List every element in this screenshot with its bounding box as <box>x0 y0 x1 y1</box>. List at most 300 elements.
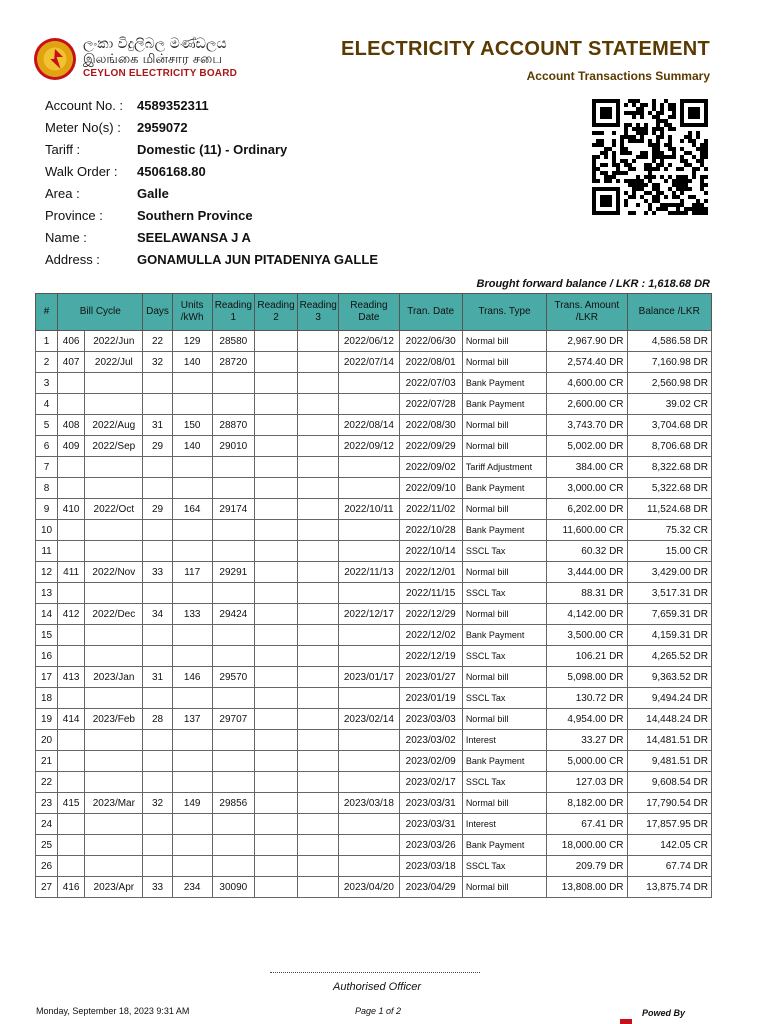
table-cell: 2022/06/12 <box>339 331 399 352</box>
table-cell: 88.31 DR <box>547 583 627 604</box>
table-cell: 2022/10/28 <box>399 520 462 541</box>
table-cell <box>212 751 254 772</box>
table-header-row <box>36 294 712 331</box>
col-header: Tran. Date <box>399 294 462 331</box>
table-cell: 6 <box>36 436 58 457</box>
table-cell: 29010 <box>212 436 254 457</box>
table-cell: 2,600.00 CR <box>547 394 627 415</box>
table-cell <box>339 373 399 394</box>
table-cell: 142.05 CR <box>627 835 711 856</box>
table-cell: 2022/10/14 <box>399 541 462 562</box>
table-cell <box>298 877 339 898</box>
account-info-row <box>45 249 378 271</box>
table-cell <box>172 625 212 646</box>
table-cell: 9,494.24 DR <box>627 688 711 709</box>
table-cell <box>339 688 399 709</box>
table-cell <box>298 646 339 667</box>
table-cell <box>58 541 85 562</box>
table-cell <box>143 835 172 856</box>
table-row <box>36 772 712 793</box>
footer-date: Monday, September 18, 2023 9:31 AM <box>36 1006 190 1016</box>
col-header: Balance /LKR <box>627 294 711 331</box>
table-cell: 2023/Feb <box>85 709 143 730</box>
table-cell <box>298 772 339 793</box>
table-row <box>36 751 712 772</box>
table-cell <box>143 520 172 541</box>
table-cell <box>172 646 212 667</box>
table-cell: 19 <box>36 709 58 730</box>
table-cell: 2022/12/29 <box>399 604 462 625</box>
table-cell <box>172 394 212 415</box>
table-cell: Bank Payment <box>462 394 546 415</box>
table-cell <box>172 373 212 394</box>
table-cell: 5,098.00 DR <box>547 667 627 688</box>
table-cell <box>85 373 143 394</box>
table-cell: 4,586.58 DR <box>627 331 711 352</box>
table-cell <box>298 604 339 625</box>
table-cell: 2022/07/03 <box>399 373 462 394</box>
account-info-value: 4506168.80 <box>137 164 206 179</box>
table-cell: 14,481.51 DR <box>627 730 711 751</box>
table-row <box>36 877 712 898</box>
table-cell <box>339 583 399 604</box>
account-info-row <box>45 139 378 161</box>
table-cell <box>172 835 212 856</box>
table-cell: 22 <box>143 331 172 352</box>
table-cell: 2022/09/29 <box>399 436 462 457</box>
table-cell: 67.41 DR <box>547 814 627 835</box>
table-cell: 8 <box>36 478 58 499</box>
account-info-label: Area : <box>45 186 80 201</box>
table-cell: 10 <box>36 520 58 541</box>
table-cell <box>143 541 172 562</box>
table-cell: 2022/08/01 <box>399 352 462 373</box>
table-row <box>36 835 712 856</box>
table-cell <box>143 646 172 667</box>
table-cell: 130.72 DR <box>547 688 627 709</box>
table-cell <box>212 583 254 604</box>
table-cell <box>58 625 85 646</box>
table-cell <box>254 772 297 793</box>
table-cell <box>212 772 254 793</box>
table-cell <box>339 814 399 835</box>
table-cell: 33.27 DR <box>547 730 627 751</box>
table-cell <box>298 709 339 730</box>
table-cell: 1 <box>36 331 58 352</box>
table-cell: 2023/02/14 <box>339 709 399 730</box>
table-cell <box>58 478 85 499</box>
table-cell: 11 <box>36 541 58 562</box>
table-cell <box>143 772 172 793</box>
table-cell: Interest <box>462 730 546 751</box>
table-cell: 17,857.95 DR <box>627 814 711 835</box>
table-cell: 3,444.00 DR <box>547 562 627 583</box>
table-cell <box>298 394 339 415</box>
account-info-label: Account No. : <box>45 98 124 113</box>
table-cell: 60.32 DR <box>547 541 627 562</box>
table-cell: 2023/Apr <box>85 877 143 898</box>
table-cell <box>58 457 85 478</box>
table-cell <box>254 562 297 583</box>
table-cell: 29570 <box>212 667 254 688</box>
table-cell: 2023/03/31 <box>399 814 462 835</box>
table-cell: 411 <box>58 562 85 583</box>
table-cell <box>254 625 297 646</box>
table-cell: Normal bill <box>462 352 546 373</box>
account-info-value: GONAMULLA JUN PITADENIYA GALLE <box>137 252 378 267</box>
table-cell: 28720 <box>212 352 254 373</box>
table-cell: 8,322.68 DR <box>627 457 711 478</box>
table-cell <box>58 730 85 751</box>
table-cell: 413 <box>58 667 85 688</box>
account-info-row <box>45 95 378 117</box>
table-cell <box>298 373 339 394</box>
table-cell: 18 <box>36 688 58 709</box>
table-cell: 5 <box>36 415 58 436</box>
table-cell <box>143 478 172 499</box>
ceb-logo <box>34 38 76 80</box>
table-cell: SSCL Tax <box>462 688 546 709</box>
table-cell: 75.32 CR <box>627 520 711 541</box>
table-cell <box>143 583 172 604</box>
table-cell: 27 <box>36 877 58 898</box>
table-cell: 7,659.31 DR <box>627 604 711 625</box>
table-cell: 15 <box>36 625 58 646</box>
table-cell <box>85 856 143 877</box>
table-cell <box>212 625 254 646</box>
table-cell <box>172 814 212 835</box>
table-cell <box>172 730 212 751</box>
table-cell: 2022/Jul <box>85 352 143 373</box>
table-cell: 2022/Nov <box>85 562 143 583</box>
table-cell: 146 <box>172 667 212 688</box>
table-cell: 2022/Jun <box>85 331 143 352</box>
table-cell <box>339 478 399 499</box>
table-cell: SSCL Tax <box>462 772 546 793</box>
table-cell <box>85 394 143 415</box>
col-header: Units /kWh <box>172 294 212 331</box>
account-info-row <box>45 117 378 139</box>
table-cell: 2022/Oct <box>85 499 143 520</box>
table-cell: 149 <box>172 793 212 814</box>
table-cell: 8,182.00 DR <box>547 793 627 814</box>
table-cell: 2,967.90 DR <box>547 331 627 352</box>
table-cell: 13,808.00 DR <box>547 877 627 898</box>
account-info-value: SEELAWANSA J A <box>137 230 251 245</box>
table-cell: Normal bill <box>462 604 546 625</box>
table-cell <box>85 457 143 478</box>
table-cell: Bank Payment <box>462 373 546 394</box>
table-cell <box>254 352 297 373</box>
table-cell <box>172 772 212 793</box>
table-cell <box>212 688 254 709</box>
table-cell: 3,429.00 DR <box>627 562 711 583</box>
table-cell: 408 <box>58 415 85 436</box>
table-cell <box>254 478 297 499</box>
table-cell: 29291 <box>212 562 254 583</box>
table-cell: 2023/03/18 <box>399 856 462 877</box>
table-cell: 31 <box>143 667 172 688</box>
table-cell <box>254 373 297 394</box>
account-info <box>45 95 378 271</box>
table-cell <box>212 520 254 541</box>
table-cell <box>172 541 212 562</box>
table-cell <box>298 436 339 457</box>
table-cell: 129 <box>172 331 212 352</box>
table-cell: 2022/09/10 <box>399 478 462 499</box>
table-cell: 2023/01/27 <box>399 667 462 688</box>
table-cell <box>254 436 297 457</box>
table-cell <box>85 835 143 856</box>
table-cell <box>143 394 172 415</box>
table-cell: 13,875.74 DR <box>627 877 711 898</box>
table-cell: Normal bill <box>462 415 546 436</box>
powered-by-logo <box>620 1019 632 1024</box>
table-cell: 2022/Dec <box>85 604 143 625</box>
table-cell: 5,002.00 DR <box>547 436 627 457</box>
table-cell: 29174 <box>212 499 254 520</box>
account-info-label: Province : <box>45 208 103 223</box>
table-cell <box>298 457 339 478</box>
table-cell <box>254 331 297 352</box>
table-row <box>36 562 712 583</box>
table-cell: Interest <box>462 814 546 835</box>
table-cell: 3 <box>36 373 58 394</box>
table-cell: 2022/11/15 <box>399 583 462 604</box>
table-cell <box>85 625 143 646</box>
table-cell <box>58 394 85 415</box>
table-cell: 28 <box>143 709 172 730</box>
table-cell: 409 <box>58 436 85 457</box>
table-cell <box>212 478 254 499</box>
table-cell: 2,574.40 DR <box>547 352 627 373</box>
account-info-label: Name : <box>45 230 87 245</box>
table-cell <box>298 331 339 352</box>
table-cell <box>298 520 339 541</box>
table-cell <box>298 625 339 646</box>
table-cell: 4,159.31 DR <box>627 625 711 646</box>
table-cell: 23 <box>36 793 58 814</box>
table-cell: 7,160.98 DR <box>627 352 711 373</box>
table-cell <box>254 688 297 709</box>
table-cell: 3,000.00 CR <box>547 478 627 499</box>
table-cell <box>339 625 399 646</box>
table-cell <box>254 646 297 667</box>
table-cell: 34 <box>143 604 172 625</box>
table-cell <box>85 646 143 667</box>
table-cell: 21 <box>36 751 58 772</box>
col-header: Bill Cycle <box>58 294 143 331</box>
table-cell <box>298 688 339 709</box>
table-cell <box>143 856 172 877</box>
table-cell: 406 <box>58 331 85 352</box>
document-subtitle: Account Transactions Summary <box>526 69 710 83</box>
table-cell <box>58 373 85 394</box>
table-cell <box>254 604 297 625</box>
table-cell <box>254 415 297 436</box>
table-row <box>36 394 712 415</box>
table-cell <box>254 793 297 814</box>
table-cell <box>58 688 85 709</box>
table-cell: 5,000.00 CR <box>547 751 627 772</box>
table-cell <box>143 688 172 709</box>
table-cell: 2023/02/09 <box>399 751 462 772</box>
table-cell <box>298 835 339 856</box>
table-cell: Normal bill <box>462 709 546 730</box>
table-cell <box>143 730 172 751</box>
table-cell <box>254 667 297 688</box>
footer-powered-by: Powed By <box>642 1008 686 1018</box>
table-cell <box>85 583 143 604</box>
table-cell <box>212 814 254 835</box>
col-header: # <box>36 294 58 331</box>
table-cell <box>172 478 212 499</box>
table-cell: 2022/Aug <box>85 415 143 436</box>
table-cell: 9 <box>36 499 58 520</box>
table-cell: Bank Payment <box>462 520 546 541</box>
table-cell <box>85 478 143 499</box>
table-cell <box>339 394 399 415</box>
brought-forward-balance: Brought forward balance / LKR : 1,618.68 DR <box>476 278 710 290</box>
table-row <box>36 457 712 478</box>
table-cell <box>254 709 297 730</box>
table-cell: 2023/Mar <box>85 793 143 814</box>
table-cell: 414 <box>58 709 85 730</box>
table-cell: 2022/12/02 <box>399 625 462 646</box>
table-cell: 2022/12/01 <box>399 562 462 583</box>
table-cell: 150 <box>172 415 212 436</box>
table-cell <box>339 541 399 562</box>
table-cell <box>298 751 339 772</box>
table-cell: 2022/09/02 <box>399 457 462 478</box>
table-cell <box>254 457 297 478</box>
table-cell: 25 <box>36 835 58 856</box>
table-cell <box>298 730 339 751</box>
table-cell: 209.79 DR <box>547 856 627 877</box>
table-cell <box>143 373 172 394</box>
table-cell <box>298 583 339 604</box>
col-header: Days <box>143 294 172 331</box>
table-cell: Bank Payment <box>462 625 546 646</box>
account-info-row <box>45 183 378 205</box>
table-cell <box>212 541 254 562</box>
account-info-label: Address : <box>45 252 100 267</box>
table-cell: SSCL Tax <box>462 856 546 877</box>
table-cell: 5,322.68 DR <box>627 478 711 499</box>
table-cell <box>172 688 212 709</box>
table-row <box>36 814 712 835</box>
table-cell: SSCL Tax <box>462 646 546 667</box>
table-cell: Normal bill <box>462 877 546 898</box>
table-row <box>36 373 712 394</box>
table-cell: 140 <box>172 436 212 457</box>
table-cell: 29424 <box>212 604 254 625</box>
table-cell: 2022/12/17 <box>339 604 399 625</box>
table-cell: 12 <box>36 562 58 583</box>
table-cell: 16 <box>36 646 58 667</box>
table-cell <box>212 394 254 415</box>
table-row <box>36 709 712 730</box>
table-cell: 2022/12/19 <box>399 646 462 667</box>
table-row <box>36 499 712 520</box>
table-cell <box>58 751 85 772</box>
table-cell: 234 <box>172 877 212 898</box>
table-cell: 2022/10/11 <box>339 499 399 520</box>
table-cell <box>212 373 254 394</box>
table-cell: 2022/07/14 <box>339 352 399 373</box>
table-cell: 33 <box>143 562 172 583</box>
table-cell <box>58 583 85 604</box>
table-cell: Normal bill <box>462 331 546 352</box>
table-cell <box>212 856 254 877</box>
document-title: ELECTRICITY ACCOUNT STATEMENT <box>340 38 710 60</box>
table-cell <box>339 835 399 856</box>
table-row <box>36 436 712 457</box>
org-name-english: CEYLON ELECTRICITY BOARD <box>83 68 238 79</box>
table-cell: 20 <box>36 730 58 751</box>
table-cell <box>85 730 143 751</box>
table-cell: 30090 <box>212 877 254 898</box>
table-cell: SSCL Tax <box>462 583 546 604</box>
table-cell <box>254 583 297 604</box>
table-cell: 2022/09/12 <box>339 436 399 457</box>
signature-line <box>270 972 480 973</box>
table-cell <box>339 856 399 877</box>
table-cell <box>58 856 85 877</box>
table-cell: 32 <box>143 793 172 814</box>
table-cell: 410 <box>58 499 85 520</box>
table-row <box>36 478 712 499</box>
table-cell <box>58 520 85 541</box>
table-cell: 17,790.54 DR <box>627 793 711 814</box>
table-cell: Tariff Adjustment <box>462 457 546 478</box>
table-cell: 140 <box>172 352 212 373</box>
table-cell: 39.02 CR <box>627 394 711 415</box>
table-cell: 2022/08/14 <box>339 415 399 436</box>
table-cell: 416 <box>58 877 85 898</box>
table-cell: 2,560.98 DR <box>627 373 711 394</box>
table-cell: 164 <box>172 499 212 520</box>
account-info-label: Tariff : <box>45 142 81 157</box>
table-cell: 4 <box>36 394 58 415</box>
table-cell <box>298 856 339 877</box>
table-cell: 2023/03/26 <box>399 835 462 856</box>
transactions-table <box>35 293 712 898</box>
table-cell: Normal bill <box>462 436 546 457</box>
account-info-value: Galle <box>137 186 169 201</box>
table-cell: 2022/07/28 <box>399 394 462 415</box>
table-cell <box>212 730 254 751</box>
table-cell: 4,600.00 CR <box>547 373 627 394</box>
table-cell: 2023/04/20 <box>339 877 399 898</box>
table-cell: 29856 <box>212 793 254 814</box>
table-cell: 29 <box>143 436 172 457</box>
table-cell: 3,704.68 DR <box>627 415 711 436</box>
table-row <box>36 646 712 667</box>
table-cell <box>254 877 297 898</box>
table-cell <box>85 751 143 772</box>
table-cell <box>339 751 399 772</box>
table-cell: 2022/11/02 <box>399 499 462 520</box>
org-name-tamil: இலங்கை மின்சார சபை <box>83 52 222 67</box>
table-cell: 3,743.70 DR <box>547 415 627 436</box>
table-cell: 9,481.51 DR <box>627 751 711 772</box>
table-cell <box>254 394 297 415</box>
account-info-label: Walk Order : <box>45 164 118 179</box>
table-cell: 14 <box>36 604 58 625</box>
table-cell: 13 <box>36 583 58 604</box>
table-cell <box>85 520 143 541</box>
